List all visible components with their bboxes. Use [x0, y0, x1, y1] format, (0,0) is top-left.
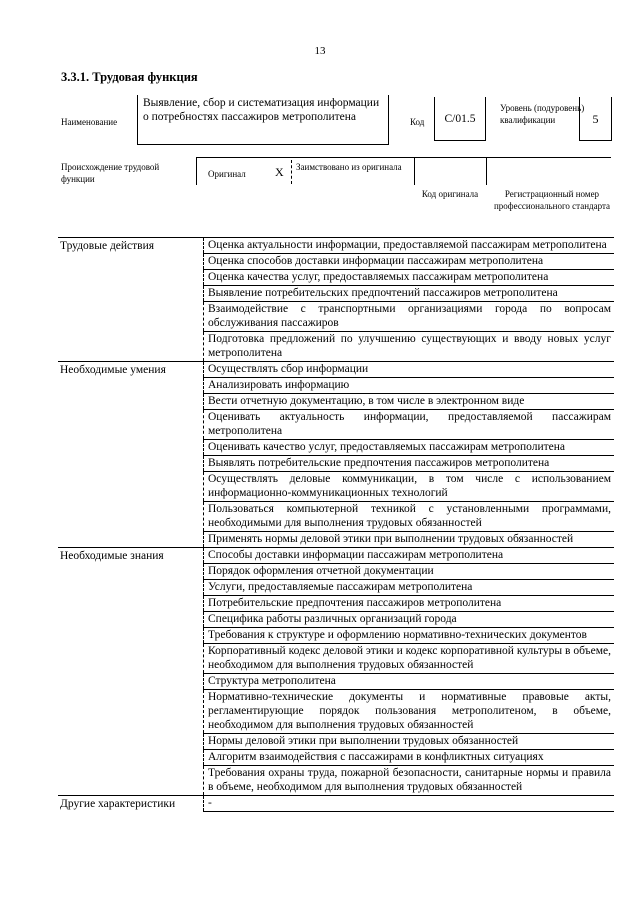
item-text: Оценивать качество услуг, предоставляемых пассажирам метрополитена	[208, 441, 566, 453]
item-text: Выявлять потребительские предпочтения пассажиров метрополитена	[208, 457, 550, 469]
category-label: Трудовые действия	[58, 238, 204, 362]
table-row	[58, 238, 614, 254]
table-cell	[204, 254, 615, 270]
origin-divider	[486, 157, 487, 185]
table-cell	[204, 440, 615, 456]
category-label: Необходимые умения	[58, 362, 204, 548]
function-code: C/01.5	[434, 97, 486, 141]
table-cell	[204, 456, 615, 472]
origin-original-label: Оригинал	[208, 169, 246, 179]
level-label: Уровень (подуровень) квалификации	[500, 103, 585, 125]
item-text: Пользоваться компьютерной техникой с установленными программами, необходимыми для выполнения трудовых обязанностей	[208, 503, 611, 529]
item-text: Корпоративный кодекс деловой этики и кодекс корпоративной культуры в объеме, необходимом для выполнения трудовых обязанностей	[208, 645, 611, 671]
item-text: Требования охраны труда, пожарной безопасности, санитарные нормы и правила в объеме, необходимом для выполнения трудовых обязанностей	[208, 767, 611, 793]
table-cell	[204, 270, 615, 286]
table-cell	[204, 378, 615, 394]
qualification-level: 5	[579, 97, 612, 141]
category-label: Другие характеристики	[58, 796, 204, 812]
origin-label: Происхождение трудовой функции	[61, 162, 160, 184]
origin-divider	[291, 160, 292, 184]
table-cell	[204, 612, 615, 628]
item-text: Порядок оформления отчетной документации	[208, 565, 434, 577]
item-text: Нормы деловой этики при выполнении трудовых обязанностей	[208, 735, 519, 747]
table-cell	[204, 362, 615, 378]
origin-reg-caption: Регистрационный номер профессионального стандарта	[493, 189, 611, 211]
table-cell	[204, 548, 615, 564]
section-title: 3.3.1. Трудовая функция	[61, 70, 198, 84]
table-row	[58, 362, 614, 378]
table-cell	[204, 302, 615, 332]
category-label: Необходимые знания	[58, 548, 204, 796]
item-text: Алгоритм взаимодействия с пассажирами в конфликтных ситуациях	[208, 751, 544, 763]
item-text: Структура метрополитена	[208, 675, 336, 687]
item-text: Оценка способов доставки информации пассажирам метрополитена	[208, 255, 544, 267]
table-cell	[204, 796, 615, 812]
table-cell	[204, 766, 615, 796]
item-text: Осуществлять деловые коммуникации, в том числе с использованием информационно-коммуникационных технологий	[208, 473, 611, 499]
table-row	[58, 548, 614, 564]
item-text: Вести отчетную документацию, в том числе в электронном виде	[208, 395, 525, 407]
item-text: Выявление потребительских предпочтений пассажиров метрополитена	[208, 287, 558, 299]
labor-function-table	[58, 237, 614, 812]
table-cell	[204, 332, 615, 362]
origin-borrowed-label: Заимствовано из оригинала	[296, 162, 402, 172]
table-cell	[204, 674, 615, 690]
item-text: Анализировать информацию	[208, 379, 350, 391]
item-text: Способы доставки информации пассажирам метрополитена	[208, 549, 504, 561]
table-cell	[204, 596, 615, 612]
function-name: Выявление, сбор и систематизация информации о потребностях пассажиров метрополитена	[137, 95, 389, 145]
table-cell	[204, 394, 615, 410]
code-label: Код	[410, 117, 425, 127]
table-row	[58, 796, 614, 812]
item-text: Услуги, предоставляемые пассажирам метрополитена	[208, 581, 473, 593]
table-cell	[204, 644, 615, 674]
page-number: 13	[314, 45, 326, 57]
item-text: -	[208, 797, 212, 809]
table-cell	[204, 532, 615, 548]
table-cell	[204, 580, 615, 596]
origin-original-mark: X	[275, 165, 284, 179]
origin-code-caption: Код оригинала	[421, 189, 479, 199]
table-cell	[204, 410, 615, 440]
table-cell	[204, 472, 615, 502]
table-cell	[204, 564, 615, 580]
table-cell	[204, 286, 615, 302]
item-text: Оценивать актуальность информации, предоставляемой пассажирам метрополитена	[208, 411, 611, 437]
table-cell	[204, 628, 615, 644]
table-cell	[204, 734, 615, 750]
item-text: Применять нормы деловой этики при выполнении трудовых обязанностей	[208, 533, 574, 545]
table-cell	[204, 238, 615, 254]
table-cell	[204, 502, 615, 532]
name-label: Наименование	[61, 117, 118, 127]
item-text: Потребительские предпочтения пассажиров метрополитена	[208, 597, 502, 609]
table-cell	[204, 750, 615, 766]
item-text: Осуществлять сбор информации	[208, 363, 369, 375]
table-cell	[204, 690, 615, 734]
item-text: Взаимодействие с транспортными организациями города по вопросам обслуживания пассажиров	[208, 303, 611, 329]
origin-divider	[414, 157, 415, 185]
item-text: Подготовка предложений по улучшению существующих и вводу новых услуг метрополитена	[208, 333, 611, 359]
item-text: Нормативно-технические документы и нормативные правовые акты, регламентирующие порядок пользования метрополитеном, в объеме, необходимом для выполнения трудовых обязанностей	[208, 691, 611, 731]
origin-divider	[196, 157, 197, 185]
item-text: Оценка актуальности информации, предоставляемой пассажирам метрополитена	[208, 239, 607, 251]
item-text: Требования к структуре и оформлению нормативно-технических документов	[208, 629, 587, 641]
item-text: Специфика работы различных организаций города	[208, 613, 457, 625]
item-text: Оценка качества услуг, предоставляемых пассажирам метрополитена	[208, 271, 549, 283]
